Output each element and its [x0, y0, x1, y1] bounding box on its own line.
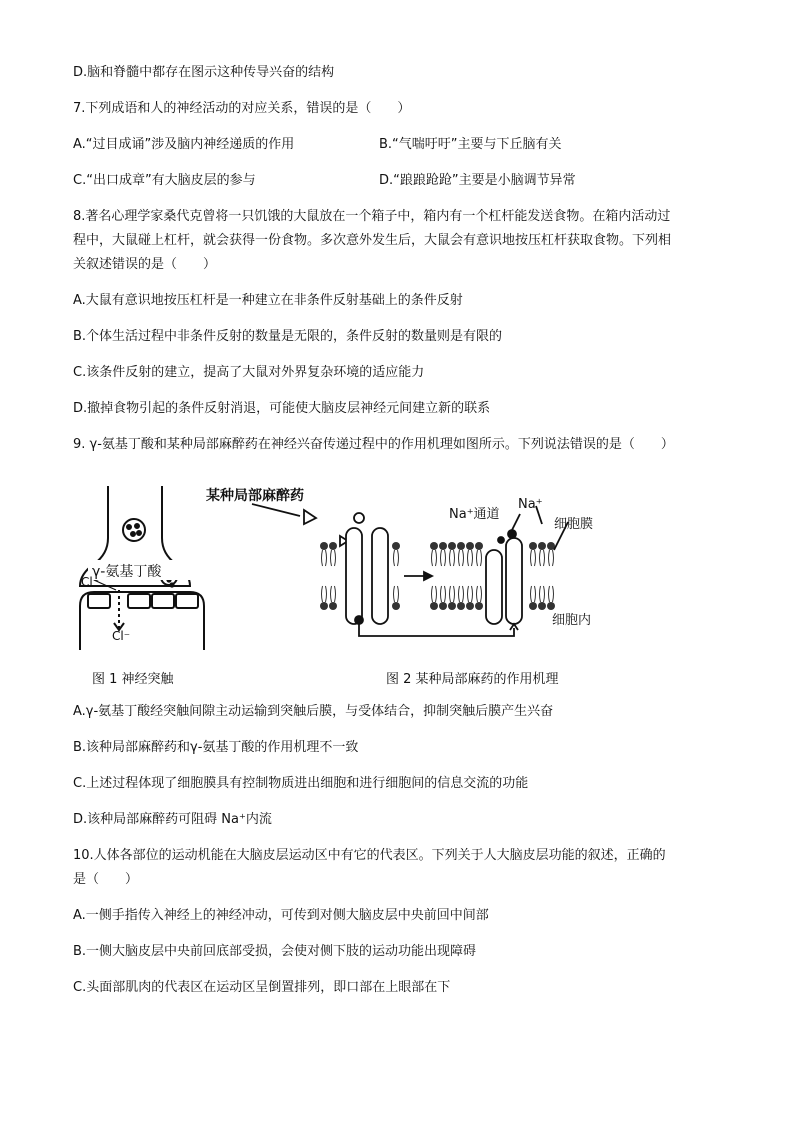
lipid-tail	[468, 550, 473, 566]
lipid-tail	[322, 550, 327, 566]
lipid-head	[329, 602, 337, 610]
lipid-head	[448, 602, 456, 610]
lipid-head	[448, 542, 456, 550]
lipid-tail	[459, 550, 464, 566]
lipid-tail	[432, 586, 437, 602]
lipid-tail	[540, 586, 545, 602]
q7-option-d: D.“踉踉跄跄”主要是小脑调节异常	[379, 173, 576, 188]
lipid-tail	[450, 586, 455, 602]
lipid-head	[392, 542, 400, 550]
intracellular-label: 细胞内	[552, 613, 592, 628]
q9-option-b: B.该种局部麻醉药和γ-氨基丁酸的作用机理不一致	[73, 740, 359, 755]
cl-upper-label: Cl⁻	[81, 575, 100, 589]
q8-option-a: A.大鼠有意识地按压杠杆是一种建立在非条件反射基础上的条件反射	[73, 293, 463, 308]
lipid-tail	[322, 586, 327, 602]
lipid-head	[466, 542, 474, 550]
lipid-tail	[394, 586, 399, 602]
q8-stem-line1: 8.著名心理学家桑代克曾将一只饥饿的大鼠放在一个箱子中，箱内有一个杠杆能发送食物。在箱内活动过	[73, 209, 671, 224]
lipid-head	[320, 602, 328, 610]
lipid-tail	[549, 550, 554, 566]
lipid-tail	[468, 586, 473, 602]
lipid-head	[475, 542, 483, 550]
gaba-label: γ-氨基丁酸	[92, 564, 162, 580]
q7-option-c: C.“出口成章”有大脑皮层的参与	[73, 173, 256, 188]
q8-option-b: B.个体生活过程中非条件反射的数量是无限的，条件反射的数量则是有限的	[73, 329, 503, 344]
q10-option-a: A.一侧手指传入神经上的神经冲动，可传到对侧大脑皮层中央前回中间部	[73, 908, 489, 923]
q8-stem-line2: 程中，大鼠碰上杠杆，就会获得一份食物。多次意外发生后，大鼠会有意识地按压杠杆获取食物。下列相	[73, 233, 672, 248]
q8-stem-line3: 关叙述错误的是（ ）	[73, 257, 217, 272]
lipid-head	[529, 542, 537, 550]
lipid-head	[475, 602, 483, 610]
cl-lower-label: Cl⁻	[112, 629, 131, 643]
lipid-head	[430, 602, 438, 610]
lipid-tail	[394, 550, 399, 566]
channel-left	[346, 513, 388, 624]
fig2-caption: 图 2 某种局部麻药的作用机理	[386, 672, 559, 687]
membrane-label: 细胞膜	[554, 517, 594, 532]
q7-option-b: B.“气喘吁吁”主要与下丘脑有关	[379, 137, 562, 152]
lipid-head	[538, 602, 546, 610]
lipid-head	[329, 542, 337, 550]
q8-option-c: C.该条件反射的建立，提高了大鼠对外界复杂环境的适应能力	[73, 365, 425, 380]
q9-option-c: C.上述过程体现了细胞膜具有控制物质进出细胞和进行细胞间的信息交流的功能	[73, 776, 529, 791]
q7-stem: 7.下列成语和人的神经活动的对应关系，错误的是（ ）	[73, 101, 411, 116]
lipid-tail	[331, 550, 336, 566]
lipid-tail	[432, 550, 437, 566]
channel-right	[486, 530, 522, 624]
q9-stem: 9. γ-氨基丁酸和某种局部麻醉药在神经兴奋传递过程中的作用机理如图所示。下列说法错误的是（ ）	[73, 437, 674, 452]
lipid-head	[439, 542, 447, 550]
anesthetic-label: 某种局部麻醉药	[206, 488, 304, 504]
anesthetic-molecule	[252, 504, 348, 546]
lipid-head	[529, 602, 537, 610]
lipid-head	[457, 542, 465, 550]
lipid-tail	[441, 586, 446, 602]
lipid-tail	[531, 586, 536, 602]
q8-option-d: D.撤掉食物引起的条件反射消退，可能使大脑皮层神经元间建立新的联系	[73, 401, 491, 416]
lipid-tail	[549, 586, 554, 602]
q10-option-b: B.一侧大脑皮层中央前回底部受损，会使对侧下肢的运动功能出现障碍	[73, 944, 477, 959]
lipid-head	[320, 542, 328, 550]
lipid-tail	[331, 586, 336, 602]
lipid-tail	[531, 550, 536, 566]
lipid-tail	[441, 550, 446, 566]
lipid-head	[439, 602, 447, 610]
fig1-caption: 图 1 神经突触	[92, 672, 174, 687]
q7-option-a: A.“过目成诵”涉及脑内神经递质的作用	[73, 137, 295, 152]
q9-option-d: D.该种局部麻醉药可阻碍 Na⁺内流	[73, 812, 272, 827]
lipid-tail	[540, 550, 545, 566]
q9-option-a: A.γ-氨基丁酸经突触间隙主动运输到突触后膜，与受体结合，抑制突触后膜产生兴奋	[73, 704, 554, 719]
na-channel-label: Na⁺通道	[449, 507, 500, 522]
lipid-tail	[477, 586, 482, 602]
lipid-head	[538, 542, 546, 550]
q10-stem-line1: 10.人体各部位的运动机能在大脑皮层运动区中有它的代表区。下列关于人大脑皮层功能的叙述，正确的	[73, 848, 666, 863]
lipid-head	[466, 602, 474, 610]
lipid-tail	[459, 586, 464, 602]
q9-figure	[72, 478, 612, 658]
lipid-head	[457, 602, 465, 610]
q10-stem-line2: 是（ ）	[73, 872, 139, 887]
lipid-tail	[477, 550, 482, 566]
q6-option-d: D.脑和脊髓中都存在图示这种传导兴奋的结构	[73, 65, 335, 80]
lipid-head	[392, 602, 400, 610]
lipid-head	[547, 602, 555, 610]
lipid-head	[430, 542, 438, 550]
lipid-tail	[450, 550, 455, 566]
na-label: Na⁺	[518, 497, 543, 512]
q10-option-c: C.头面部肌肉的代表区在运动区呈倒置排列，即口部在上眼部在下	[73, 980, 451, 995]
process-arrow	[359, 506, 568, 636]
